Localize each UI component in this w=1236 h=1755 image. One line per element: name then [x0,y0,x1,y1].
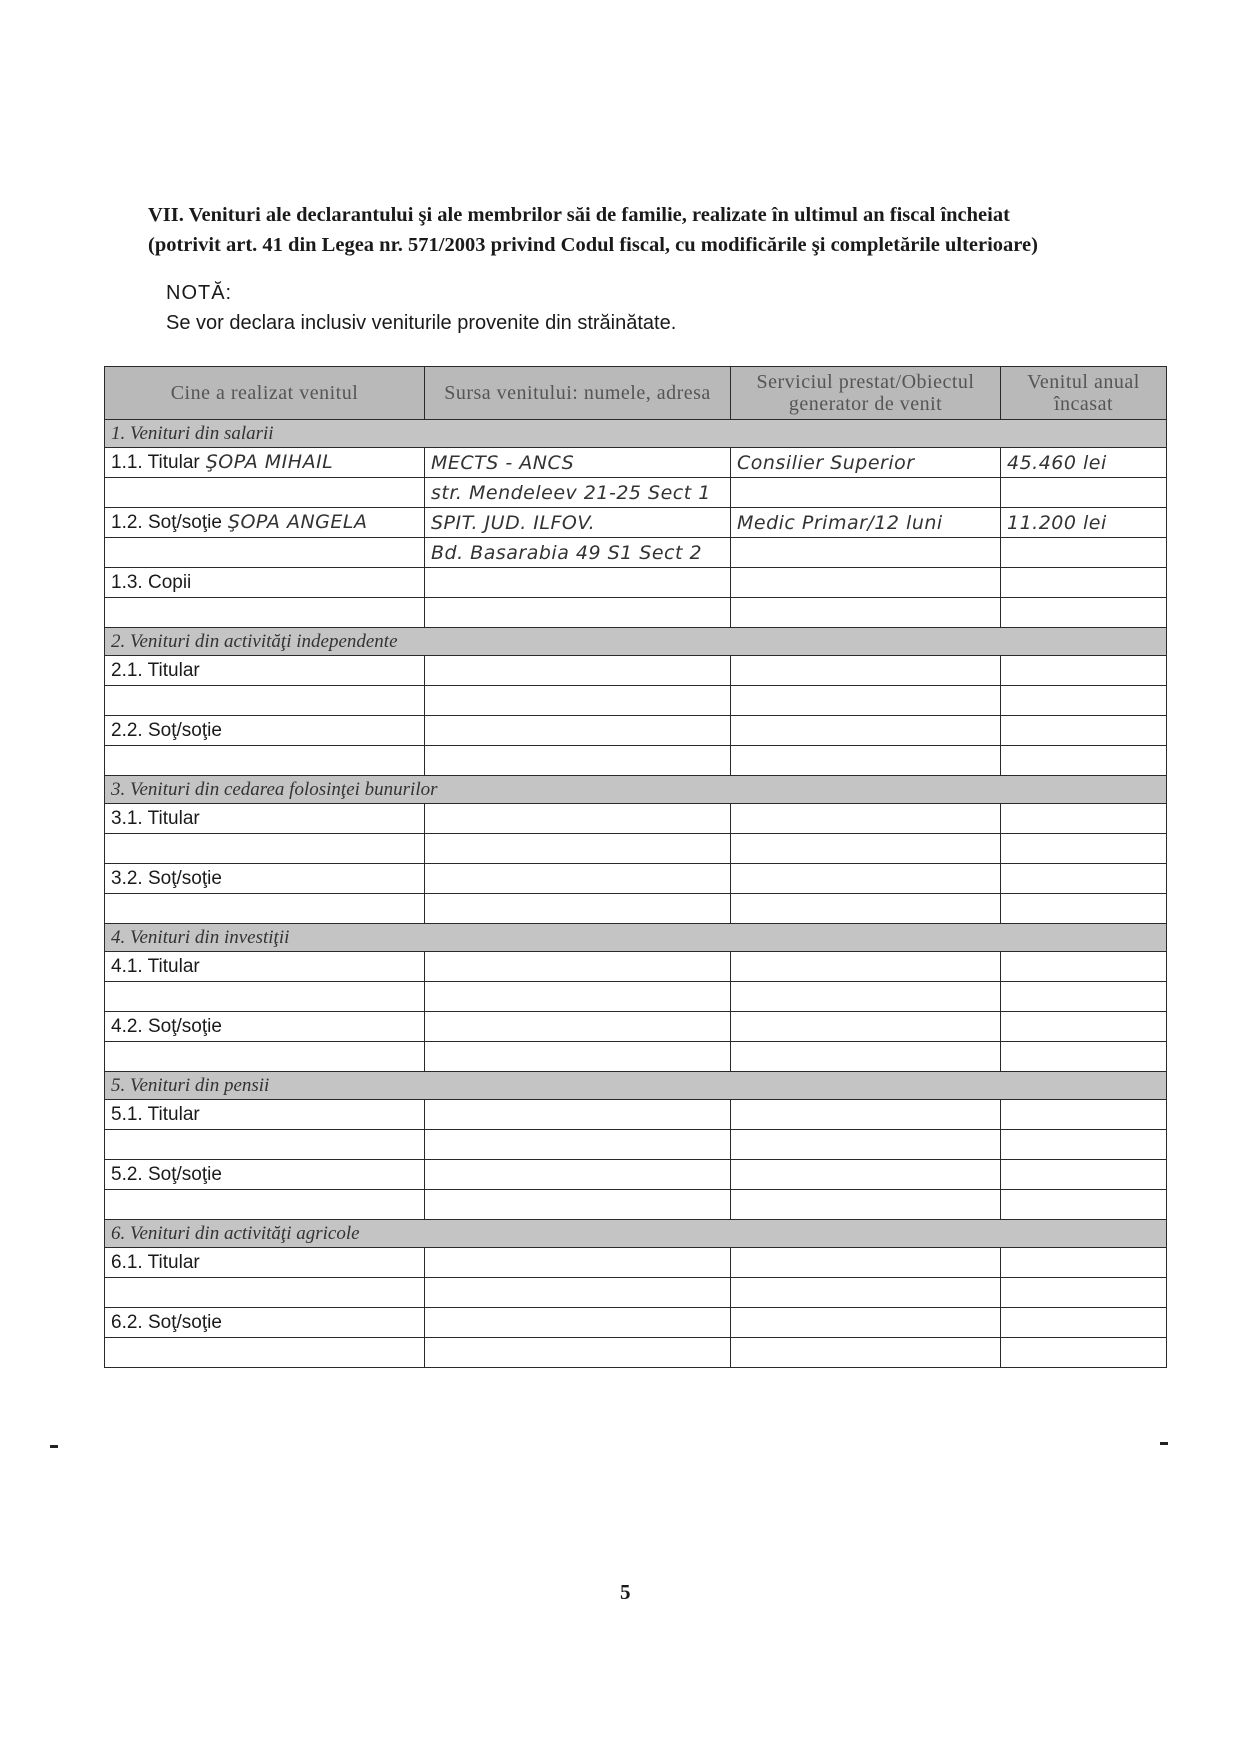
row-label: 3.2. Soţ/soţie [111,868,222,889]
table-row [105,746,1167,776]
income-cell[interactable] [1001,1012,1167,1042]
income-cell[interactable] [1001,1042,1167,1072]
income-cell[interactable] [1001,1308,1167,1338]
row-label-cell[interactable] [105,568,425,598]
row-label: 4.1. Titular [111,956,200,977]
income-cell[interactable] [1001,982,1167,1012]
table-row [105,982,1167,1012]
row-label-cell[interactable] [105,952,425,982]
income-cell[interactable] [1001,656,1167,686]
source-cell[interactable]: str. Mendeleev 21-25 Sect 1 [425,478,731,508]
row-label-cell[interactable] [105,1100,425,1130]
table-row [105,1100,1167,1130]
table-row [105,508,1167,538]
source-cell[interactable] [425,568,731,598]
source-cell[interactable] [425,1130,731,1160]
section-title: 6. Venituri din activităţi agricole [105,1220,1167,1248]
table-row [105,894,1167,924]
row-label-cell[interactable] [105,538,425,568]
row-label-cell[interactable] [105,1160,425,1190]
header-source: Sursa venitului: numele, adresa [425,367,731,420]
row-label: 1.3. Copii [111,572,192,593]
source-cell[interactable] [425,864,731,894]
service-cell[interactable] [731,1100,1001,1130]
source-cell[interactable] [425,804,731,834]
row-label: 5.2. Soţ/soţie [111,1164,222,1185]
service-cell[interactable] [731,804,1001,834]
source-cell[interactable] [425,656,731,686]
source-cell[interactable]: MECTS - ANCS [425,448,731,478]
row-label-cell[interactable] [105,686,425,716]
service-cell[interactable] [731,746,1001,776]
row-label: 6.1. Titular [111,1252,200,1273]
row-label-cell[interactable] [105,982,425,1012]
row-label-cell[interactable] [105,1012,425,1042]
income-cell[interactable] [1001,1160,1167,1190]
source-cell[interactable] [425,1338,731,1368]
table-row [105,804,1167,834]
row-label-cell[interactable] [105,1190,425,1220]
section-heading [148,200,1140,260]
table-row [105,1130,1167,1160]
source-cell[interactable] [425,716,731,746]
income-cell[interactable] [1001,686,1167,716]
source-cell[interactable] [425,952,731,982]
row-label-cell[interactable] [105,834,425,864]
note-text: Se vor declara inclusiv veniturile provenite din străinătate. [166,312,677,334]
service-cell[interactable] [731,538,1001,568]
income-cell[interactable] [1001,598,1167,628]
row-label-cell[interactable] [105,1278,425,1308]
service-cell[interactable] [731,686,1001,716]
service-cell[interactable] [731,1308,1001,1338]
section-title: 1. Venituri din salarii [105,420,1167,448]
service-cell[interactable] [731,598,1001,628]
row-label-cell[interactable] [105,864,425,894]
service-cell[interactable] [731,1190,1001,1220]
margin-mark [1160,1442,1168,1445]
table-row [105,1278,1167,1308]
service-cell[interactable] [731,1042,1001,1072]
who-value: ŞOPA ANGELA [227,511,368,533]
section-title: 4. Venituri din investiţii [105,924,1167,952]
row-label-cell[interactable] [105,1308,425,1338]
table-row [105,568,1167,598]
source-cell[interactable] [425,1278,731,1308]
income-cell[interactable]: 45.460 lei [1001,448,1167,478]
source-cell[interactable]: SPIT. JUD. ILFOV. [425,508,731,538]
source-cell[interactable] [425,1100,731,1130]
service-cell[interactable] [731,834,1001,864]
income-cell[interactable] [1001,478,1167,508]
service-cell[interactable]: Medic Primar/12 luni [731,508,1001,538]
heading-line-2: (potrivit art. 41 din Legea nr. 571/2003 privind Codul fiscal, cu modificările şi completările ulterioare) [148,234,1038,256]
row-label-cell[interactable] [105,478,425,508]
service-cell[interactable] [731,478,1001,508]
source-cell[interactable] [425,982,731,1012]
service-cell[interactable] [731,1338,1001,1368]
row-label-cell[interactable] [105,656,425,686]
row-label: 4.2. Soţ/soţie [111,1016,222,1037]
source-cell[interactable] [425,686,731,716]
table-row [105,448,1167,478]
row-label-cell[interactable] [105,746,425,776]
row-label-cell[interactable] [105,1130,425,1160]
row-label: 6.2. Soţ/soţie [111,1312,222,1333]
service-cell[interactable] [731,716,1001,746]
service-cell[interactable] [731,1012,1001,1042]
income-cell[interactable] [1001,538,1167,568]
income-cell[interactable] [1001,1100,1167,1130]
income-cell[interactable] [1001,1278,1167,1308]
section-row [105,1072,1167,1100]
row-label-cell[interactable] [105,716,425,746]
row-label-cell[interactable] [105,894,425,924]
table-row [105,716,1167,746]
source-cell[interactable] [425,1190,731,1220]
source-cell[interactable] [425,1012,731,1042]
table-row [105,1160,1167,1190]
table-row [105,1042,1167,1072]
income-cell[interactable] [1001,1248,1167,1278]
section-row [105,924,1167,952]
row-label-cell[interactable] [105,1248,425,1278]
table-row [105,538,1167,568]
row-label-cell[interactable] [105,598,425,628]
who-value: ŞOPA MIHAIL [205,451,334,473]
header-who: Cine a realizat venitul [105,367,425,420]
source-cell[interactable] [425,1042,731,1072]
header-income: Venitul anual încasat [1001,367,1167,420]
service-cell[interactable] [731,568,1001,598]
row-label: 1.1. Titular [111,452,200,473]
income-cell[interactable] [1001,1130,1167,1160]
service-cell[interactable] [731,656,1001,686]
table-row [105,686,1167,716]
margin-mark [50,1445,58,1448]
income-cell[interactable] [1001,568,1167,598]
source-cell[interactable] [425,1308,731,1338]
table-row [105,598,1167,628]
table-row [105,1248,1167,1278]
section-row [105,1220,1167,1248]
section-title: 2. Venituri din activităţi independente [105,628,1167,656]
table-row [105,834,1167,864]
service-cell[interactable] [731,1278,1001,1308]
row-label-cell[interactable] [105,448,425,478]
source-cell[interactable] [425,598,731,628]
page-number: 5 [620,1580,631,1604]
row-label: 5.1. Titular [111,1104,200,1125]
note-title: NOTĂ: [166,282,233,304]
section-title: 3. Venituri din cedarea folosinţei bunurilor [105,776,1167,804]
row-label-cell[interactable] [105,1338,425,1368]
section-row [105,776,1167,804]
income-cell[interactable] [1001,746,1167,776]
row-label: 1.2. Soţ/soţie [111,512,222,533]
row-label: 2.2. Soţ/soţie [111,720,222,741]
income-cell[interactable] [1001,1190,1167,1220]
table-row [105,1190,1167,1220]
source-cell[interactable]: Bd. Basarabia 49 S1 Sect 2 [425,538,731,568]
table-row [105,1012,1167,1042]
service-cell[interactable] [731,1130,1001,1160]
service-cell[interactable] [731,1248,1001,1278]
income-cell[interactable] [1001,716,1167,746]
service-cell[interactable] [731,864,1001,894]
income-cell[interactable] [1001,804,1167,834]
income-cell[interactable] [1001,834,1167,864]
income-cell[interactable]: 11.200 lei [1001,508,1167,538]
source-cell[interactable] [425,746,731,776]
source-cell[interactable] [425,1248,731,1278]
row-label: 3.1. Titular [111,808,200,829]
section-row [105,628,1167,656]
heading-line-1: VII. Venituri ale declarantului şi ale membrilor săi de familie, realizate în ultimul an fiscal încheiat [148,204,1010,226]
service-cell[interactable]: Consilier Superior [731,448,1001,478]
service-cell[interactable] [731,1160,1001,1190]
income-cell[interactable] [1001,1338,1167,1368]
table-row [105,952,1167,982]
income-cell[interactable] [1001,864,1167,894]
service-cell[interactable] [731,952,1001,982]
row-label: 2.1. Titular [111,660,200,681]
source-cell[interactable] [425,894,731,924]
income-cell[interactable] [1001,894,1167,924]
income-table [104,366,1167,1368]
income-table-container [104,366,1166,1541]
row-label-cell[interactable] [105,804,425,834]
source-cell[interactable] [425,834,731,864]
header-service: Serviciul prestat/Obiectul generator de venit [731,367,1001,420]
row-label-cell[interactable] [105,508,425,538]
table-header-row [105,367,1167,420]
table-row [105,478,1167,508]
section-title: 5. Venituri din pensii [105,1072,1167,1100]
income-cell[interactable] [1001,952,1167,982]
source-cell[interactable] [425,1160,731,1190]
section-row [105,420,1167,448]
service-cell[interactable] [731,894,1001,924]
table-row [105,864,1167,894]
table-row [105,1308,1167,1338]
row-label-cell[interactable] [105,1042,425,1072]
table-row [105,656,1167,686]
service-cell[interactable] [731,982,1001,1012]
table-body [105,420,1167,1368]
table-row [105,1338,1167,1368]
